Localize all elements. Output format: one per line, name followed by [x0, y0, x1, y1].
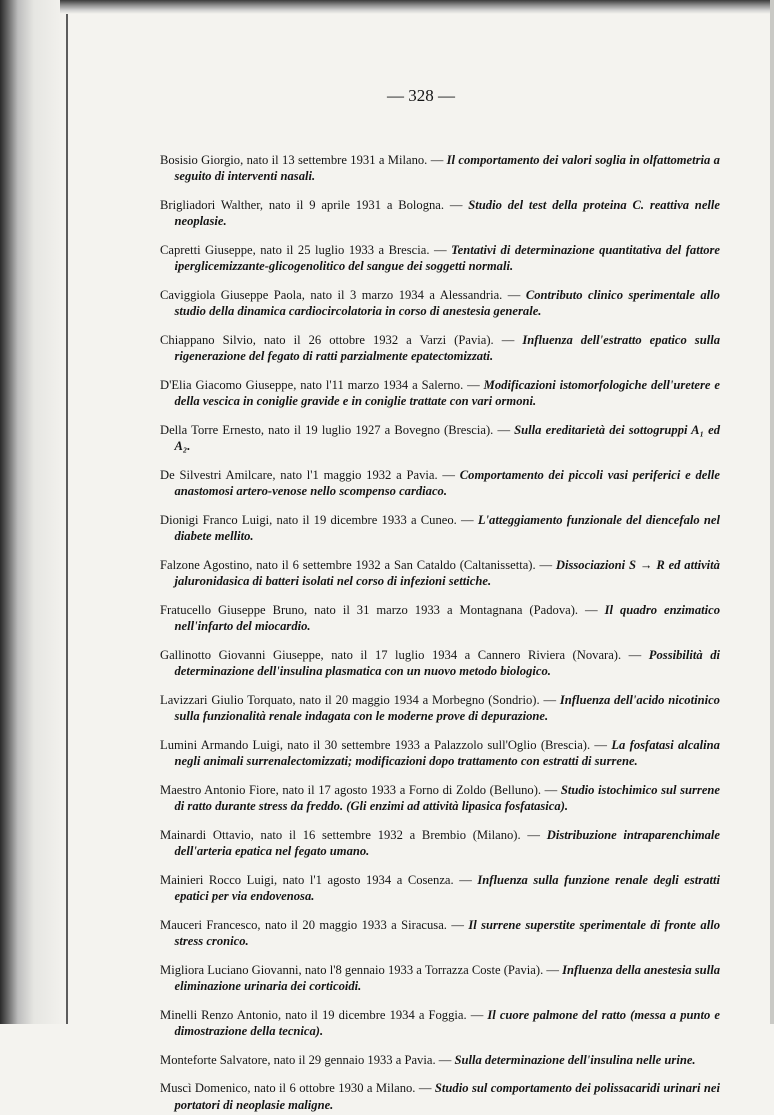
entry-author: Caviggiola Giuseppe Paola, nato il 3 marzo 1934 a Alessandria. — — [160, 287, 526, 302]
thesis-list — [160, 139, 720, 1115]
list-item — [160, 782, 720, 814]
entry-title: Studio del test della proteina C. reattiva nelle neoplasie. — [174, 197, 720, 228]
list-item — [160, 377, 720, 409]
entry-title: Studio sul comportamento dei polissacaridi urinari nei portatori di neoplasie maligne. — [174, 1081, 721, 1112]
entry-title: L'atteggiamento funzionale del diencefalo nel diabete mellito. — [174, 512, 720, 543]
entry-title: Il comportamento dei valori soglia in olfattometria a seguito di interventi nasali. — [174, 152, 720, 183]
list-item — [160, 422, 720, 454]
list-item — [160, 962, 720, 994]
list-item — [160, 872, 720, 904]
list-item — [160, 827, 720, 859]
entry-author: Migliora Luciano Giovanni, nato l'8 gennaio 1933 a Torrazza Coste (Pavia). — — [160, 962, 563, 977]
entry-author: Capretti Giuseppe, nato il 25 luglio 1933 a Brescia. — — [160, 242, 452, 257]
list-item — [160, 737, 720, 769]
entry-author: Monteforte Salvatore, nato il 29 gennaio 1933 a Pavia. — — [160, 1052, 455, 1067]
entry-author: Mainieri Rocco Luigi, nato l'1 agosto 1934 a Cosenza. — — [160, 872, 478, 887]
entry-author: Mauceri Francesco, nato il 20 maggio 1933 a Siracusa. — — [160, 917, 469, 932]
entry-author: Mainardi Ottavio, nato il 16 settembre 1932 a Brembio (Milano). — — [160, 827, 547, 842]
list-item — [160, 332, 720, 364]
list-item — [160, 197, 720, 229]
entry-author: Lavizzari Giulio Torquato, nato il 20 maggio 1934 a Morbegno (Sondrio). — — [160, 692, 560, 707]
entry-title: Distribuzione intraparenchimale dell'arteria epatica nel fegato umano. — [174, 827, 720, 858]
entry-author: Gallinotto Giovanni Giuseppe, nato il 17 luglio 1934 a Cannero Riviera (Novara). — — [160, 647, 649, 662]
entry-title: Il quadro enzimatico nell'infarto del miocardio. — [174, 602, 720, 633]
entry-title: Il cuore palmone del ratto (messa a punto e dimostrazione della tecnica). — [174, 1007, 720, 1038]
entry-author: Minelli Renzo Antonio, nato il 19 dicembre 1934 a Foggia. — — [160, 1007, 488, 1022]
list-item — [160, 287, 720, 319]
entry-author: Lumini Armando Luigi, nato il 30 settembre 1933 a Palazzolo sull'Oglio (Brescia). — — [160, 737, 612, 752]
entry-title: La fosfatasi alcalina negli animali surrenalectomizzati; modificazioni dopo trattamento con estratti di surrene. — [174, 737, 720, 768]
entry-title: Modificazioni istomorfologiche dell'uretere e della vescica in coniglie gravide e in coniglie trattate con vari ormoni. — [174, 377, 720, 408]
entry-author: De Silvestri Amilcare, nato l'1 maggio 1932 a Pavia. — — [160, 467, 460, 482]
entry-author: Della Torre Ernesto, nato il 19 luglio 1927 a Bovegno (Brescia). — — [160, 422, 515, 437]
binding-edge — [66, 0, 68, 1024]
entry-author: Dionigi Franco Luigi, nato il 19 dicembre 1933 a Cuneo. — — [160, 512, 478, 527]
list-item — [160, 1080, 720, 1112]
list-item — [160, 647, 720, 679]
entry-title: Influenza sulla funzione renale degli estratti epatici per via endovenosa. — [174, 872, 720, 903]
list-item — [160, 917, 720, 949]
list-item — [160, 512, 720, 544]
entry-title: Sulla determinazione dell'insulina nelle urine. — [454, 1052, 696, 1067]
list-item — [160, 242, 720, 274]
page-right-edge — [770, 0, 774, 1024]
list-item — [160, 692, 720, 724]
entry-title: Comportamento dei piccoli vasi periferici e delle anastomosi artero-venose nello scompenso cardiaco. — [174, 467, 720, 498]
entry-author: Muscì Domenico, nato il 6 ottobre 1930 a Milano. — — [160, 1081, 435, 1096]
entry-author: Falzone Agostino, nato il 6 settembre 1932 a San Cataldo (Caltanissetta). — — [160, 557, 556, 572]
entry-title: Influenza dell'estratto epatico sulla rigenerazione del fegato di ratti parzialmente epatectomizzati. — [174, 332, 720, 363]
entry-author: Brigliadori Walther, nato il 9 aprile 1931 a Bologna. — — [160, 197, 469, 212]
entry-title: Il surrene superstite sperimentale di fronte allo stress cronico. — [174, 917, 720, 948]
entry-author: Maestro Antonio Fiore, nato il 17 agosto 1933 a Forno di Zoldo (Belluno). — — [160, 782, 561, 797]
entry-title: Influenza dell'acido nicotinico sulla funzionalità renale indagata con le moderne prove di depurazione. — [174, 692, 720, 723]
list-item — [160, 1007, 720, 1039]
entry-author: Chiappano Silvio, nato il 26 ottobre 1932 a Varzi (Pavia). — — [160, 332, 523, 347]
entry-author: Fratucello Giuseppe Bruno, nato il 31 marzo 1933 a Montagnana (Padova). — — [160, 602, 605, 617]
entry-title: Dissociazioni S → R ed attività jaluronidasica di batteri isolati nel corso di infezioni settiche. — [174, 557, 720, 588]
entry-title: Contributo clinico sperimentale allo studio della dinamica cardiocircolatoria in corso di anestesia generale. — [174, 287, 720, 318]
entry-title: Possibilità di determinazione dell'insulina plasmatica con un nuovo metodo biologico. — [174, 647, 720, 678]
list-item — [160, 557, 720, 589]
page-number: — 328 — — [387, 86, 455, 105]
page-top-edge — [60, 0, 774, 14]
entry-title: Sulla ereditarietà dei sottogruppi A₁ ed A₂. — [174, 422, 720, 453]
list-item — [160, 152, 720, 184]
list-item — [160, 467, 720, 499]
entry-title: Tentativi di determinazione quantitativa del fattore iperglicemizzante-glicogenolitico del sangue dei soggetti normali. — [174, 242, 720, 273]
entry-author: D'Elia Giacomo Giuseppe, nato l'11 marzo 1934 a Salerno. — — [160, 377, 484, 392]
entry-title: Influenza della anestesia sulla eliminazione urinaria dei corticoidi. — [174, 962, 720, 993]
book-spine-shadow — [0, 0, 70, 1024]
list-item — [160, 1052, 720, 1068]
entry-title: Studio istochimico sul surrene di ratto durante stress da freddo. (Gli enzimi ad attività lipasica fosfatasica). — [174, 782, 720, 813]
list-item — [160, 602, 720, 634]
entry-author: Bosisio Giorgio, nato il 13 settembre 1931 a Milano. — — [160, 152, 447, 167]
